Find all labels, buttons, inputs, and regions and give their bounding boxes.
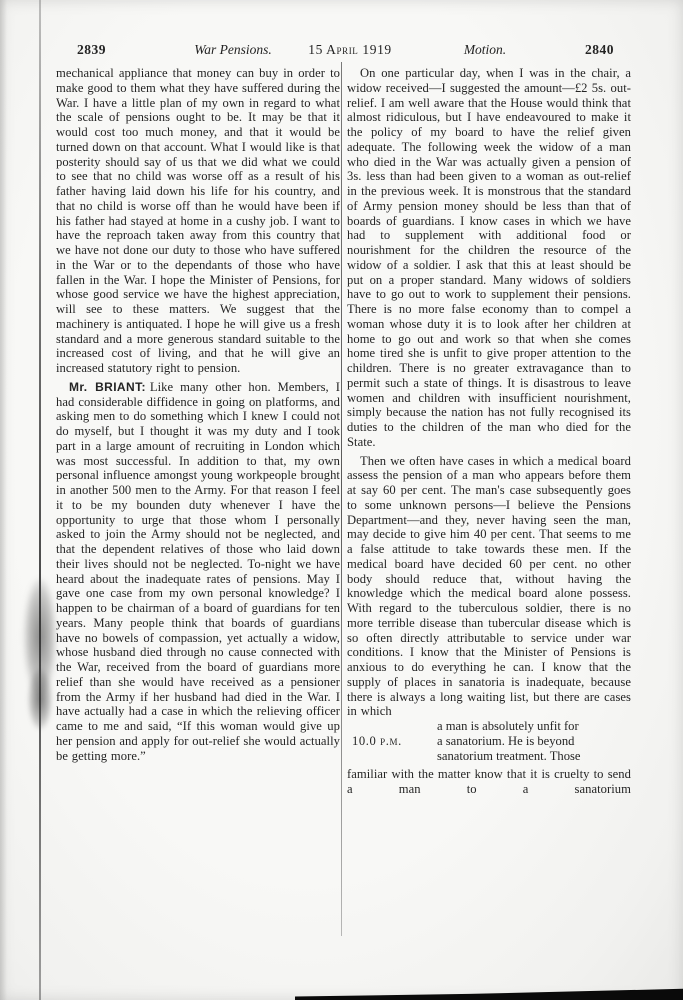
header-date: 15 April 1919 (308, 42, 392, 57)
hanging-line: sanatorium treatment. Those (437, 748, 581, 763)
paragraph: familiar with the matter know that it is cruelty to send a man to a sanatorium (347, 767, 631, 796)
running-title-left: War Pensions. (194, 42, 272, 57)
paragraph: On one particular day, when I was in the chair, a widow received—I suggested the amount—£2 5s. out-relief. I am well aware that the House would think that almost ridiculous, but I have endeavoured to make it the policy of my board to have the relief given adequate. The following week the widow of a man who died in the War was actually given a pension of 3s. less than had been given to a woman as out-relief in the previous week. It is monstrous that the standard of Army pension money should be less than that of boards of guardians. I know cases in which we have had to supplement with additional food or nourishment for the children the resource of the widow of a soldier. I ask that this at least should be put on a proper standard. Many widows of soldiers have to go out to work to supplement their pensions. There is no more false economy than to compel a woman whose duty it is to look after her children at home to go out and work so that when she comes home tired she is unfit to give proper attention to the children. There is no greater extravagance than to permit such a state of things. It is disastrous to leave women and children with insufficient nourishment, simply because the nation has not fully recognised its duties to the children of the man who died for the State. (347, 66, 631, 449)
binding-ink-smudge (28, 668, 52, 730)
speech-text: Like many other hon. Members, I had considerable diffidence in going on platforms, and asking men to do something which I knew I could not do myself, but I thought it was my duty and I took part in a large amount of recruiting in London which was most successful. In addition to that, my own personal influence amongst young workpeople brought in another 500 men to the Army. For that reason I feel it to be my bounden duty whenever I have the opportunity to urge that those whom I personally asked to join the Army should not be neglected, and that the dependent relatives of those who laid down their lives should not be neglected. To-night we have heard about the inadequate rates of pensions. May I gave one case from my own personal knowledge? I happen to be chairman of a board of guardians for ten years. Many people think that boards of guardians have no bowels of compassion, yet actually a widow, whose husband died through no cause connected with the War, received from the board of guardians more relief than she would have received as a pensioner from the Army if her husband had died in the War. I have actually had a case in which the relieving officer came to me and said, “If this woman would give up her pension and apply for out-relief she would actually be getting more.” (56, 379, 340, 763)
running-title-right: Motion. (463, 42, 507, 57)
column-divider-rule (341, 62, 342, 936)
time-marker: 10.0 p.m. (352, 733, 402, 748)
paragraph: Then we often have cases in which a medical board assess the pension of a man who appears before them at say 60 per cent. The man's case subsequently goes to some unknown persons—I believe the Pensions Department—and they, never having seen the man, may decide to give him 40 per cent. That seems to me a false attitude to take towards these men. If the medical board have decided 60 per cent. no other body should reduce that, without having the knowledge which the medical board alone possess. With regard to the tuberculous soldier, there is no more terrible disease than tubercular disease which is so often directly attributable to service under war conditions. I know that the Minister of Pensions is anxious to do everything he can. I know that the supply of places in sanatoria is inadequate, because there is always a long waiting list, but there are cases in which (347, 453, 631, 719)
hanging-line: a man is absolutely unfit for (437, 719, 579, 733)
hanging-line: a sanatorium. He is beyond (437, 733, 575, 748)
time-marker-block (347, 719, 631, 763)
scan-edge-shading (0, 0, 7, 1000)
binding-fold-line (39, 0, 41, 1000)
paragraph (56, 380, 340, 764)
scan-black-edge (295, 984, 683, 1000)
right-text-column (347, 66, 631, 797)
speaker-name: Mr. BRIANT: (69, 379, 146, 394)
column-number-left: 2839 (77, 42, 106, 57)
paragraph: mechanical appliance that money can buy in order to make good to them what they have suffered during the War. I have a little plan of my own in regard to what the scale of pensions ought to be. It may be that it would cost too much money, and that it would be turned down on that account. What I would like is that posterity should say of us that we did what we could to see that no child was worse off as a result of his father having laid down his life for his country, and that no child is worse off than he would have been if his father had stayed at home in a cushy job. I want to have the reproach taken away from this country that we have not done our duty to those who have suffered in the War or to the dependants of those who have fallen in the War. I hope the Minister of Pensions, for whose good service we have the highest appreciation, will see to these matters. We suggest that the machinery is antiquated. I hope he will give us a fresh standard and a more generous standard suitable to the increased cost of living, and that he will give an increased statutory right to pension. (56, 66, 340, 375)
column-number-right: 2840 (585, 42, 614, 57)
left-text-column (56, 66, 340, 763)
